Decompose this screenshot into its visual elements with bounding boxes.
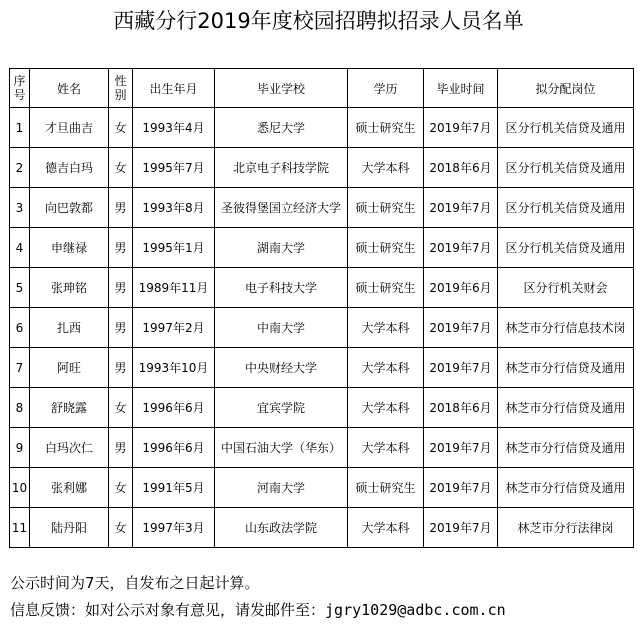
cell-seq: 7: [10, 348, 30, 388]
cell-gender: 男: [109, 308, 133, 348]
table-row: [10, 428, 634, 468]
cell-school: 北京电子科技学院: [215, 148, 348, 188]
cell-seq: 9: [10, 428, 30, 468]
table-body: [10, 108, 634, 548]
cell-name: 张利娜: [30, 468, 109, 508]
cell-name: 向巴敦都: [30, 188, 109, 228]
cell-grad: 2019年7月: [424, 428, 498, 468]
cell-grad: 2019年7月: [424, 228, 498, 268]
cell-birth: 1991年5月: [133, 468, 215, 508]
table-row: [10, 508, 634, 548]
cell-gender: 女: [109, 508, 133, 548]
cell-name: 申继禄: [30, 228, 109, 268]
cell-post: 林芝市分行信贷及通用: [498, 468, 634, 508]
candidate-table: [9, 68, 634, 548]
cell-seq: 8: [10, 388, 30, 428]
cell-seq: 2: [10, 148, 30, 188]
cell-seq: 3: [10, 188, 30, 228]
cell-post: 区分行机关财会: [498, 268, 634, 308]
cell-seq: 1: [10, 108, 30, 148]
cell-degree: 大学本科: [348, 308, 424, 348]
cell-name: 才旦曲吉: [30, 108, 109, 148]
cell-name: 阿旺: [30, 348, 109, 388]
cell-birth: 1993年4月: [133, 108, 215, 148]
table-header-row: [10, 69, 634, 108]
cell-name: 张珅铭: [30, 268, 109, 308]
cell-grad: 2019年6月: [424, 268, 498, 308]
cell-post: 区分行机关信贷及通用: [498, 188, 634, 228]
cell-birth: 1989年11月: [133, 268, 215, 308]
feedback-note: [10, 599, 506, 621]
cell-birth: 1996年6月: [133, 428, 215, 468]
table-row: [10, 268, 634, 308]
page-title: 西藏分行2019年度校园招聘拟招录人员名单: [113, 9, 524, 33]
cell-gender: 男: [109, 228, 133, 268]
cell-grad: 2019年7月: [424, 108, 498, 148]
cell-degree: 硕士研究生: [348, 108, 424, 148]
cell-seq: 4: [10, 228, 30, 268]
header-seq-label: 序 号: [13, 74, 26, 102]
cell-post: 区分行机关信贷及通用: [498, 148, 634, 188]
cell-degree: 大学本科: [348, 348, 424, 388]
cell-birth: 1993年10月: [133, 348, 215, 388]
cell-school: 河南大学: [215, 468, 348, 508]
cell-school: 中央财经大学: [215, 348, 348, 388]
cell-degree: 大学本科: [348, 508, 424, 548]
cell-gender: 男: [109, 428, 133, 468]
cell-birth: 1997年2月: [133, 308, 215, 348]
cell-school: 中南大学: [215, 308, 348, 348]
table-row: [10, 308, 634, 348]
cell-seq: 11: [10, 508, 30, 548]
cell-school: 圣彼得堡国立经济大学: [215, 188, 348, 228]
cell-gender: 女: [109, 468, 133, 508]
header-degree: 学历: [348, 69, 424, 108]
cell-gender: 女: [109, 148, 133, 188]
cell-degree: 大学本科: [348, 428, 424, 468]
header-gender-label: 性 别: [114, 74, 127, 102]
feedback-prefix: 信息反馈：如对公示对象有意见，请发邮件至：: [10, 601, 326, 619]
publicity-note: 公示时间为7天，自发布之日起计算。: [10, 574, 260, 592]
cell-seq: 6: [10, 308, 30, 348]
cell-grad: 2019年7月: [424, 468, 498, 508]
cell-post: 林芝市分行信息技术岗: [498, 308, 634, 348]
header-gender: [109, 69, 133, 108]
cell-birth: 1995年1月: [133, 228, 215, 268]
cell-grad: 2019年7月: [424, 348, 498, 388]
cell-degree: 大学本科: [348, 388, 424, 428]
header-school: 毕业学校: [215, 69, 348, 108]
cell-grad: 2018年6月: [424, 388, 498, 428]
cell-degree: 硕士研究生: [348, 188, 424, 228]
cell-birth: 1996年6月: [133, 388, 215, 428]
cell-gender: 男: [109, 188, 133, 228]
cell-school: 湖南大学: [215, 228, 348, 268]
header-name: 姓名: [30, 69, 109, 108]
table-row: [10, 468, 634, 508]
cell-seq: 5: [10, 268, 30, 308]
cell-gender: 男: [109, 348, 133, 388]
cell-degree: 硕士研究生: [348, 468, 424, 508]
cell-school: 宜宾学院: [215, 388, 348, 428]
cell-post: 区分行机关信贷及通用: [498, 228, 634, 268]
header-seq: [10, 69, 30, 108]
cell-grad: 2018年6月: [424, 148, 498, 188]
cell-name: 扎西: [30, 308, 109, 348]
cell-post: 林芝市分行信贷及通用: [498, 348, 634, 388]
table-row: [10, 388, 634, 428]
cell-gender: 女: [109, 388, 133, 428]
cell-birth: 1997年3月: [133, 508, 215, 548]
table-row: [10, 188, 634, 228]
cell-degree: 硕士研究生: [348, 228, 424, 268]
cell-grad: 2019年7月: [424, 308, 498, 348]
cell-school: 悉尼大学: [215, 108, 348, 148]
table-row: [10, 148, 634, 188]
cell-gender: 男: [109, 268, 133, 308]
cell-degree: 硕士研究生: [348, 268, 424, 308]
table-row: [10, 108, 634, 148]
table-row: [10, 348, 634, 388]
cell-seq: 10: [10, 468, 30, 508]
table-row: [10, 228, 634, 268]
cell-grad: 2019年7月: [424, 508, 498, 548]
feedback-email[interactable]: jgry1029@adbc.com.cn: [325, 601, 506, 619]
header-grad: 毕业时间: [424, 69, 498, 108]
cell-post: 区分行机关信贷及通用: [498, 108, 634, 148]
cell-post: 林芝市分行信贷及通用: [498, 388, 634, 428]
cell-school: 山东政法学院: [215, 508, 348, 548]
cell-post: 林芝市分行法律岗: [498, 508, 634, 548]
cell-name: 白玛次仁: [30, 428, 109, 468]
header-birth: 出生年月: [133, 69, 215, 108]
cell-name: 陆丹阳: [30, 508, 109, 548]
cell-birth: 1993年8月: [133, 188, 215, 228]
cell-degree: 大学本科: [348, 148, 424, 188]
cell-school: 中国石油大学（华东）: [215, 428, 348, 468]
cell-post: 林芝市分行信贷及通用: [498, 428, 634, 468]
header-post: 拟分配岗位: [498, 69, 634, 108]
cell-grad: 2019年7月: [424, 188, 498, 228]
cell-birth: 1995年7月: [133, 148, 215, 188]
cell-school: 电子科技大学: [215, 268, 348, 308]
cell-name: 舒晓露: [30, 388, 109, 428]
cell-name: 德吉白玛: [30, 148, 109, 188]
cell-gender: 女: [109, 108, 133, 148]
